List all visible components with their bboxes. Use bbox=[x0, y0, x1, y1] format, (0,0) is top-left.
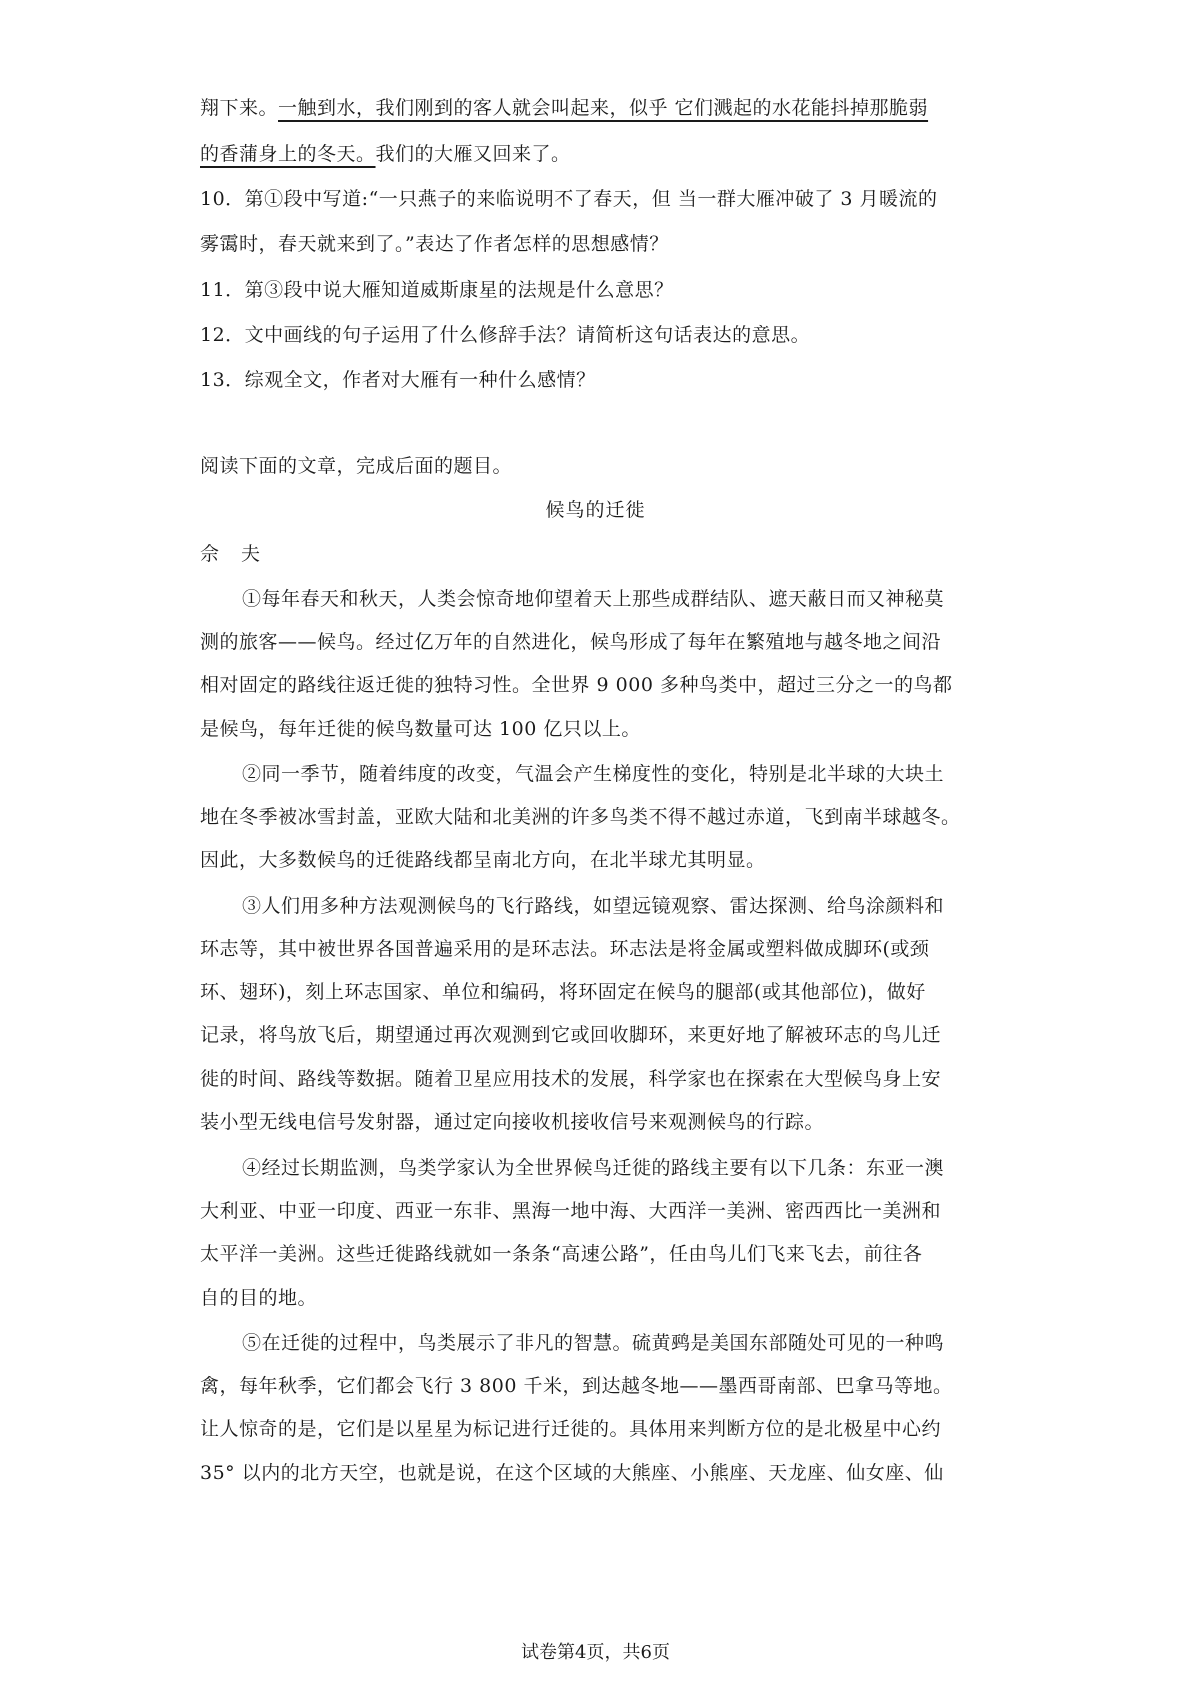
article-author: 佘 夫 bbox=[200, 543, 269, 565]
passage-plain-text: 我们的大雁又回来了。 bbox=[375, 143, 571, 165]
question-10-line-1: 10．第①段中写道:“一只燕子的来临说明不了春天，但 当一群大雁冲破了 3 月暖流的 bbox=[200, 188, 938, 210]
question-13: 13．综观全文，作者对大雁有一种什么感情？ bbox=[200, 369, 596, 391]
article-line: 大利亚、中亚一印度、西亚一东非、黑海一地中海、大西洋一美洲、密西西比一美洲和 bbox=[200, 1200, 942, 1222]
passage-tail-line-1 bbox=[200, 95, 990, 121]
reading-instruction: 阅读下面的文章，完成后面的题目。 bbox=[200, 455, 513, 477]
article-line: 因此，大多数候鸟的迁徙路线都呈南北方向，在北半球尤其明显。 bbox=[200, 849, 766, 871]
passage-plain-text: 翔下来。 bbox=[200, 97, 279, 119]
article-line: 禽，每年秋季，它们都会飞行 3 800 千米，到达越冬地——墨西哥南部、巴拿马等地。 bbox=[200, 1375, 953, 1397]
article-title: 候鸟的迁徙 bbox=[545, 499, 646, 521]
article-line: ③人们用多种方法观测候鸟的飞行路线，如望远镜观察、雷达探测、给鸟涂颜料和 bbox=[242, 895, 945, 917]
question-12: 12．文中画线的句子运用了什么修辞手法？请简析这句话表达的意思。 bbox=[200, 324, 811, 346]
article-line: 35° 以内的北方天空，也就是说，在这个区域的大熊座、小熊座、天龙座、仙女座、仙 bbox=[200, 1462, 944, 1484]
article-line: ①每年春天和秋天，人类会惊奇地仰望着天上那些成群结队、遮天蔽日而又神秘莫 bbox=[242, 588, 945, 610]
passage-tail-line-2 bbox=[200, 141, 990, 167]
article-line: 环、翅环)，刻上环志国家、单位和编码，将环固定在候鸟的腿部(或其他部位)，做好 bbox=[200, 981, 926, 1003]
underlined-sentence-part-1: 一触到水，我们刚到的客人就会叫起来，似乎 它们溅起的水花能抖掉那脆弱 bbox=[278, 97, 929, 119]
article-line: 是候鸟，每年迁徙的候鸟数量可达 100 亿只以上。 bbox=[200, 718, 641, 740]
underlined-sentence-part-2: 的香蒲身上的冬天。 bbox=[200, 143, 376, 165]
question-11: 11．第③段中说大雁知道威斯康星的法规是什么意思？ bbox=[200, 279, 674, 301]
article-line: 记录，将鸟放飞后，期望通过再次观测到它或回收脚环，来更好地了解被环志的鸟儿迁 bbox=[200, 1024, 942, 1046]
question-10-line-2: 雾霭时，春天就来到了。”表达了作者怎样的思想感情？ bbox=[200, 233, 669, 255]
article-line: ②同一季节，随着纬度的改变，气温会产生梯度性的变化，特别是北半球的大块土 bbox=[242, 763, 945, 785]
article-line: 地在冬季被冰雪封盖，亚欧大陆和北美洲的许多鸟类不得不越过赤道，飞到南半球越冬。 bbox=[200, 806, 961, 828]
article-line: 相对固定的路线往返迁徙的独特习性。全世界 9 000 多种鸟类中，超过三分之一的鸟都 bbox=[200, 674, 953, 696]
article-line: ④经过长期监测，鸟类学家认为全世界候鸟迁徙的路线主要有以下几条：东亚一澳 bbox=[242, 1157, 945, 1179]
article-line: 让人惊奇的是，它们是以星星为标记进行迁徙的。具体用来判断方位的是北极星中心约 bbox=[200, 1418, 942, 1440]
article-line: 徙的时间、路线等数据。随着卫星应用技术的发展，科学家也在探索在大型候鸟身上安 bbox=[200, 1068, 942, 1090]
article-line: 测的旅客——候鸟。经过亿万年的自然进化，候鸟形成了每年在繁殖地与越冬地之间沿 bbox=[200, 631, 942, 653]
article-line: 自的目的地。 bbox=[200, 1287, 318, 1309]
article-line: 环志等，其中被世界各国普遍采用的是环志法。环志法是将金属或塑料做成脚环(或颈 bbox=[200, 938, 930, 960]
article-line: ⑤在迁徙的过程中，鸟类展示了非凡的智慧。硫黄鹀是美国东部随处可见的一种鸣 bbox=[242, 1332, 945, 1354]
article-line: 太平洋一美洲。这些迁徙路线就如一条条“高速公路”，任由鸟儿们飞来飞去，前往各 bbox=[200, 1243, 923, 1265]
page-footer: 试卷第4页，共6页 bbox=[521, 1642, 670, 1663]
article-line: 装小型无线电信号发射器，通过定向接收机接收信号来观测候鸟的行踪。 bbox=[200, 1111, 825, 1133]
